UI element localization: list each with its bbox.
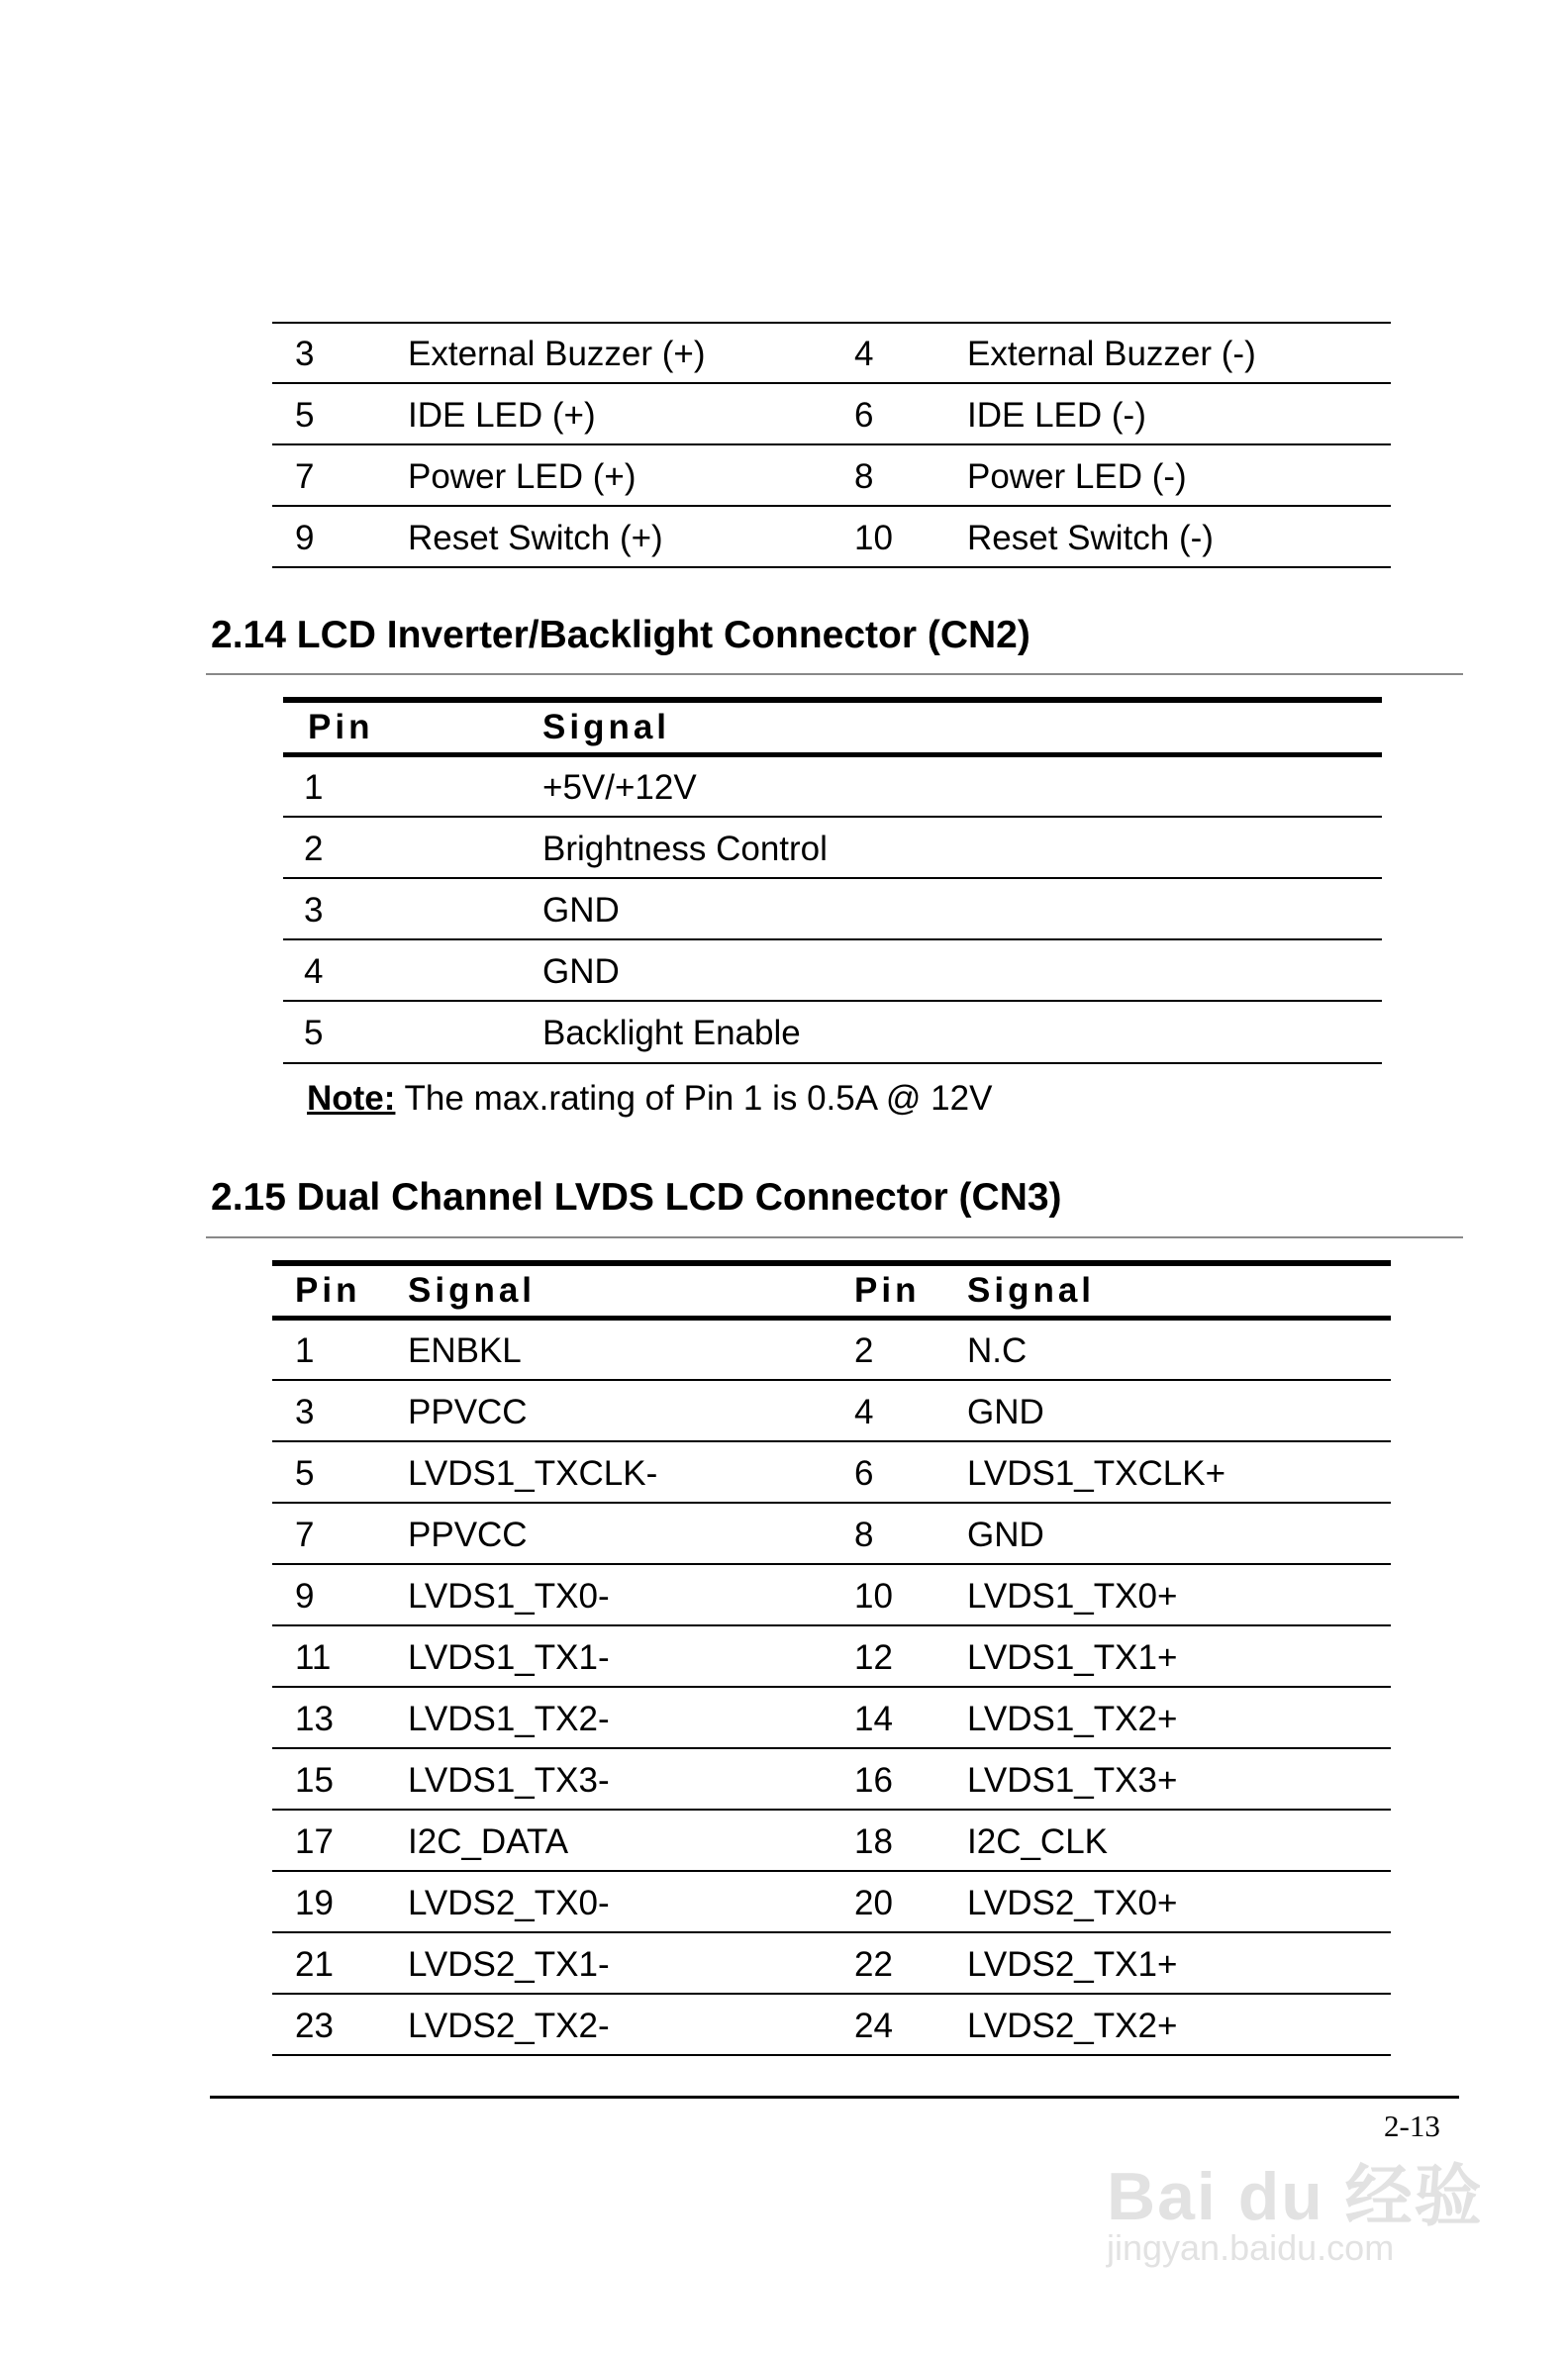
section-rule <box>206 673 1463 675</box>
pin-cell: 2 <box>854 1331 874 1370</box>
signal-cell: PPVCC <box>408 1516 528 1554</box>
pin-cell: 9 <box>295 1577 315 1616</box>
signal-cell: Reset Switch (-) <box>967 519 1214 557</box>
header-pin: Pin <box>854 1271 921 1310</box>
signal-cell: GND <box>967 1516 1044 1554</box>
table-row <box>283 941 1382 1002</box>
signal-cell: GND <box>967 1393 1044 1431</box>
signal-cell: LVDS2_TX1+ <box>967 1945 1178 1984</box>
signal-cell: LVDS1_TX0+ <box>967 1577 1178 1616</box>
pin-cell: 9 <box>295 519 315 557</box>
signal-cell: N.C <box>967 1331 1028 1370</box>
table-row <box>272 1996 1391 2056</box>
watermark-url: jingyan.baidu.com <box>1107 2227 1395 2268</box>
signal-cell: IDE LED (-) <box>967 396 1146 435</box>
signal-cell: LVDS1_TX3+ <box>967 1761 1178 1800</box>
pin-cell: 12 <box>854 1638 893 1677</box>
signal-cell: I2C_CLK <box>967 1822 1109 1861</box>
table-row <box>283 1003 1382 1064</box>
pin-cell: 5 <box>295 1454 315 1493</box>
table-row <box>272 1812 1391 1872</box>
watermark-brand: Bai du 经验 <box>1107 2159 1484 2234</box>
table-row <box>283 880 1382 940</box>
note-line <box>307 1079 992 1119</box>
signal-cell: LVDS1_TXCLK- <box>408 1454 658 1493</box>
signal-cell: ENBKL <box>408 1331 522 1370</box>
signal-cell: LVDS2_TX2- <box>408 2007 610 2045</box>
table-row <box>272 1566 1391 1626</box>
pin-cell: 3 <box>304 891 324 930</box>
table-header-row <box>283 703 1382 757</box>
signal-cell: LVDS1_TX0- <box>408 1577 610 1616</box>
signal-cell: GND <box>542 891 620 930</box>
table-header-row <box>272 1266 1391 1321</box>
signal-cell: LVDS1_TX2- <box>408 1700 610 1738</box>
signal-cell: LVDS2_TX0+ <box>967 1884 1178 1922</box>
signal-cell: LVDS1_TXCLK+ <box>967 1454 1226 1493</box>
pin-cell: 11 <box>295 1638 332 1677</box>
header-signal: Signal <box>542 708 671 746</box>
section-title-2-15: 2.15 Dual Channel LVDS LCD Connector (CN3) <box>211 1176 1062 1219</box>
note-text: The max.rating of Pin 1 is 0.5A @ 12V <box>395 1079 993 1118</box>
signal-cell: LVDS2_TX2+ <box>967 2007 1178 2045</box>
pin-cell: 1 <box>295 1331 315 1370</box>
table-row <box>272 1321 1391 1381</box>
signal-cell: IDE LED (+) <box>408 396 596 435</box>
section-rule <box>206 1236 1463 1238</box>
signal-cell: Power LED (-) <box>967 457 1187 496</box>
pin-cell: 8 <box>854 457 874 496</box>
table-row <box>272 1382 1391 1442</box>
signal-cell: LVDS1_TX1- <box>408 1638 610 1677</box>
table-row <box>272 508 1391 568</box>
pin-cell: 18 <box>854 1822 893 1861</box>
table-row <box>272 1505 1391 1565</box>
pin-cell: 4 <box>304 952 324 991</box>
table-row <box>283 757 1382 818</box>
pin-cell: 16 <box>854 1761 893 1800</box>
signal-cell: External Buzzer (-) <box>967 335 1256 373</box>
signal-cell: Backlight Enable <box>542 1014 801 1052</box>
pin-cell: 7 <box>295 457 315 496</box>
footer-rule <box>210 2096 1459 2099</box>
note-label: Note: <box>307 1079 396 1118</box>
signal-cell: LVDS1_TX3- <box>408 1761 610 1800</box>
pin-cell: 4 <box>854 335 874 373</box>
pin-cell: 8 <box>854 1516 874 1554</box>
pin-cell: 10 <box>854 1577 893 1616</box>
header-pin: Pin <box>295 1271 361 1310</box>
pin-cell: 13 <box>295 1700 334 1738</box>
header-pin: Pin <box>308 708 374 746</box>
pin-cell: 24 <box>854 2007 893 2045</box>
table-row <box>272 1873 1391 1933</box>
table-row <box>272 1443 1391 1504</box>
pin-cell: 7 <box>295 1516 315 1554</box>
page-number: 2-13 <box>1384 2109 1440 2143</box>
table-row <box>272 324 1391 384</box>
pin-cell: 5 <box>295 396 315 435</box>
pin-cell: 23 <box>295 2007 334 2045</box>
table-row <box>272 1750 1391 1811</box>
table-row <box>272 1689 1391 1749</box>
table-row <box>283 819 1382 879</box>
signal-cell: Brightness Control <box>542 830 828 868</box>
signal-cell: GND <box>542 952 620 991</box>
table-row <box>272 446 1391 507</box>
table-row <box>272 1934 1391 1995</box>
pin-cell: 1 <box>304 768 324 807</box>
pin-cell: 5 <box>304 1014 324 1052</box>
pin-cell: 3 <box>295 335 315 373</box>
pin-cell: 10 <box>854 519 893 557</box>
signal-cell: I2C_DATA <box>408 1822 569 1861</box>
pin-cell: 17 <box>295 1822 334 1861</box>
signal-cell: LVDS1_TX2+ <box>967 1700 1178 1738</box>
pin-cell: 3 <box>295 1393 315 1431</box>
header-signal: Signal <box>967 1271 1096 1310</box>
signal-cell: PPVCC <box>408 1393 528 1431</box>
pin-cell: 6 <box>854 396 874 435</box>
signal-cell: LVDS2_TX0- <box>408 1884 610 1922</box>
header-signal: Signal <box>408 1271 537 1310</box>
pin-cell: 14 <box>854 1700 893 1738</box>
pin-cell: 4 <box>854 1393 874 1431</box>
signal-cell: Reset Switch (+) <box>408 519 663 557</box>
pin-cell: 19 <box>295 1884 334 1922</box>
pin-cell: 2 <box>304 830 324 868</box>
signal-cell: External Buzzer (+) <box>408 335 706 373</box>
section-title-2-14: 2.14 LCD Inverter/Backlight Connector (CN2) <box>211 614 1030 656</box>
pin-cell: 15 <box>295 1761 334 1800</box>
pin-cell: 22 <box>854 1945 893 1984</box>
signal-cell: LVDS2_TX1- <box>408 1945 610 1984</box>
signal-cell: +5V/+12V <box>542 768 697 807</box>
signal-cell: Power LED (+) <box>408 457 637 496</box>
pin-cell: 20 <box>854 1884 893 1922</box>
pin-cell: 21 <box>295 1945 334 1984</box>
pin-cell: 6 <box>854 1454 874 1493</box>
table-row <box>272 1627 1391 1688</box>
signal-cell: LVDS1_TX1+ <box>967 1638 1178 1677</box>
table-row <box>272 385 1391 445</box>
